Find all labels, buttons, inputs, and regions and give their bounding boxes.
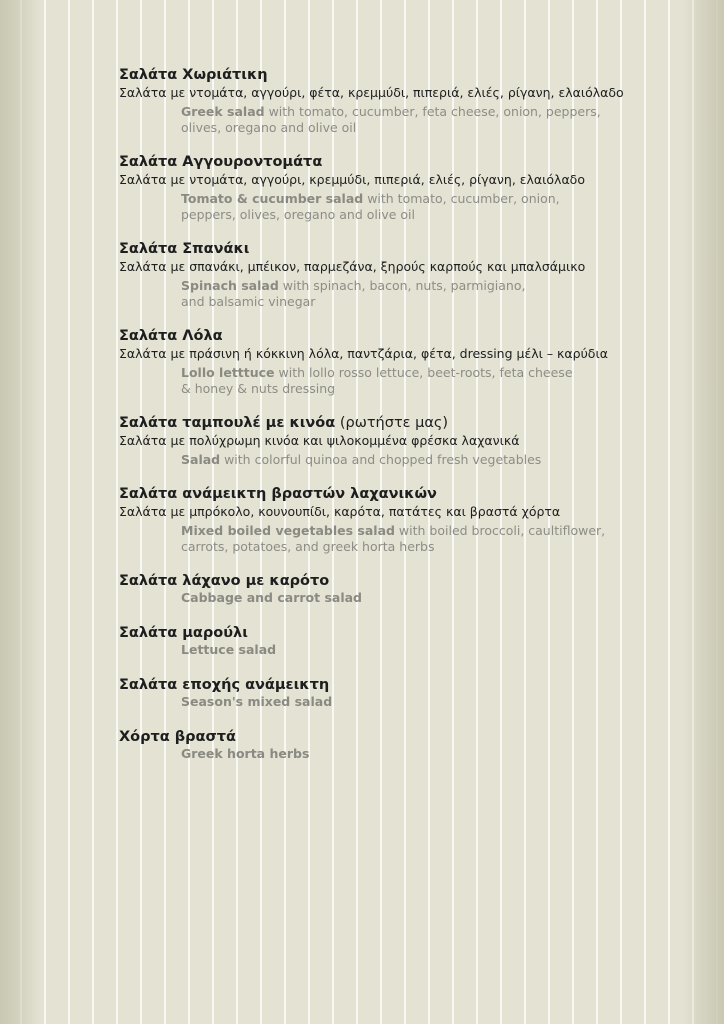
item-title: Σαλάτα Χωριάτικη xyxy=(119,67,268,83)
menu-item-greek-salad xyxy=(119,66,679,136)
item-title: Σαλάτα Σπανάκι xyxy=(119,241,250,257)
item-title: Σαλάτα ανάμεικτη βραστών λαχανικών xyxy=(119,486,437,502)
item-title: Σαλάτα Λόλα xyxy=(119,328,223,344)
menu-item-tabbouleh-quinoa-salad xyxy=(119,414,679,468)
item-title: Σαλάτα ταμπουλέ με κινόα (ρωτήστε μας) xyxy=(119,415,449,431)
page-edge-shade-left xyxy=(0,0,40,1024)
item-english-name: Cabbage and carrot salad xyxy=(181,590,362,605)
item-description-english: Greek salad with tomato, cucumber, feta cheese, onion, peppers, olives, oregano and olive oil xyxy=(181,104,601,135)
item-title: Σαλάτα εποχής ανάμεικτη xyxy=(119,677,330,693)
menu-item-tomato-cucumber-salad xyxy=(119,153,679,223)
menu-item-season-mixed-salad xyxy=(119,676,679,710)
item-description-greek: Σαλάτα με σπανάκι, μπέικον, παρμεζάνα, ξηρούς καρπούς και μπαλσάμικο xyxy=(119,259,586,274)
item-description-greek: Σαλάτα με ντομάτα, αγγούρι, φέτα, κρεμμύδι, πιπεριά, ελιές, ρίγανη, ελαιόλαδο xyxy=(119,85,624,100)
item-description-greek: Σαλάτα με πράσινη ή κόκκινη λόλα, παντζάρια, φέτα, dressing μέλι – καρύδια xyxy=(119,346,608,361)
item-description-english: Mixed boiled vegetables salad with boiled broccoli, caultiflower, carrots, potatoes, and greek horta herbs xyxy=(181,523,606,554)
item-english-name: Lettuce salad xyxy=(181,642,277,657)
item-english-name: Salad xyxy=(181,452,221,467)
item-description-english: Spinach salad with spinach, bacon, nuts, parmigiano, and balsamic vinegar xyxy=(181,278,526,309)
page-edge-shade-right xyxy=(684,0,724,1024)
item-title-note: (ρωτήστε μας) xyxy=(335,415,449,431)
menu-item-cabbage-carrot-salad xyxy=(119,572,679,606)
item-description-greek: Σαλάτα με ντομάτα, αγγούρι, κρεμμύδι, πιπεριά, ελιές, ρίγανη, ελαιόλαδο xyxy=(119,172,585,187)
menu-item-boiled-vegetables-salad xyxy=(119,485,679,555)
item-title: Χόρτα βραστά xyxy=(119,729,237,745)
item-english-name: Lollo letttuce xyxy=(181,365,275,380)
menu-item-spinach-salad xyxy=(119,240,679,310)
menu-item-lettuce-salad xyxy=(119,624,679,658)
menu-item-lollo-salad xyxy=(119,327,679,397)
item-description-english: Lollo letttuce with lollo rosso lettuce, beet-roots, feta cheese & honey & nuts dressing xyxy=(181,365,573,396)
item-english-name: Season's mixed salad xyxy=(181,694,333,709)
menu-item-boiled-greens xyxy=(119,728,679,762)
item-description-english: Tomato & cucumber salad with tomato, cucumber, onion, peppers, olives, oregano and olive oil xyxy=(181,191,560,222)
item-title: Σαλάτα λάχανο με καρότο xyxy=(119,573,330,589)
item-title: Σαλάτα Αγγουροντομάτα xyxy=(119,154,323,170)
item-description-english: Salad with colorful quinoa and chopped fresh vegetables xyxy=(181,452,542,467)
salad-menu xyxy=(119,66,679,780)
item-description-greek: Σαλάτα με πολύχρωμη κινόα και ψιλοκομμένα φρέσκα λαχανικά xyxy=(119,433,520,448)
item-english-name: Greek salad xyxy=(181,104,265,119)
item-english-name: Greek horta herbs xyxy=(181,746,310,761)
item-english-name: Spinach salad xyxy=(181,278,279,293)
item-title: Σαλάτα μαρούλι xyxy=(119,625,248,641)
item-description-greek: Σαλάτα με μπρόκολο, κουνουπίδι, καρότα, πατάτες και βραστά χόρτα xyxy=(119,504,561,519)
item-english-name: Tomato & cucumber salad xyxy=(181,191,364,206)
item-english-name: Mixed boiled vegetables salad xyxy=(181,523,395,538)
